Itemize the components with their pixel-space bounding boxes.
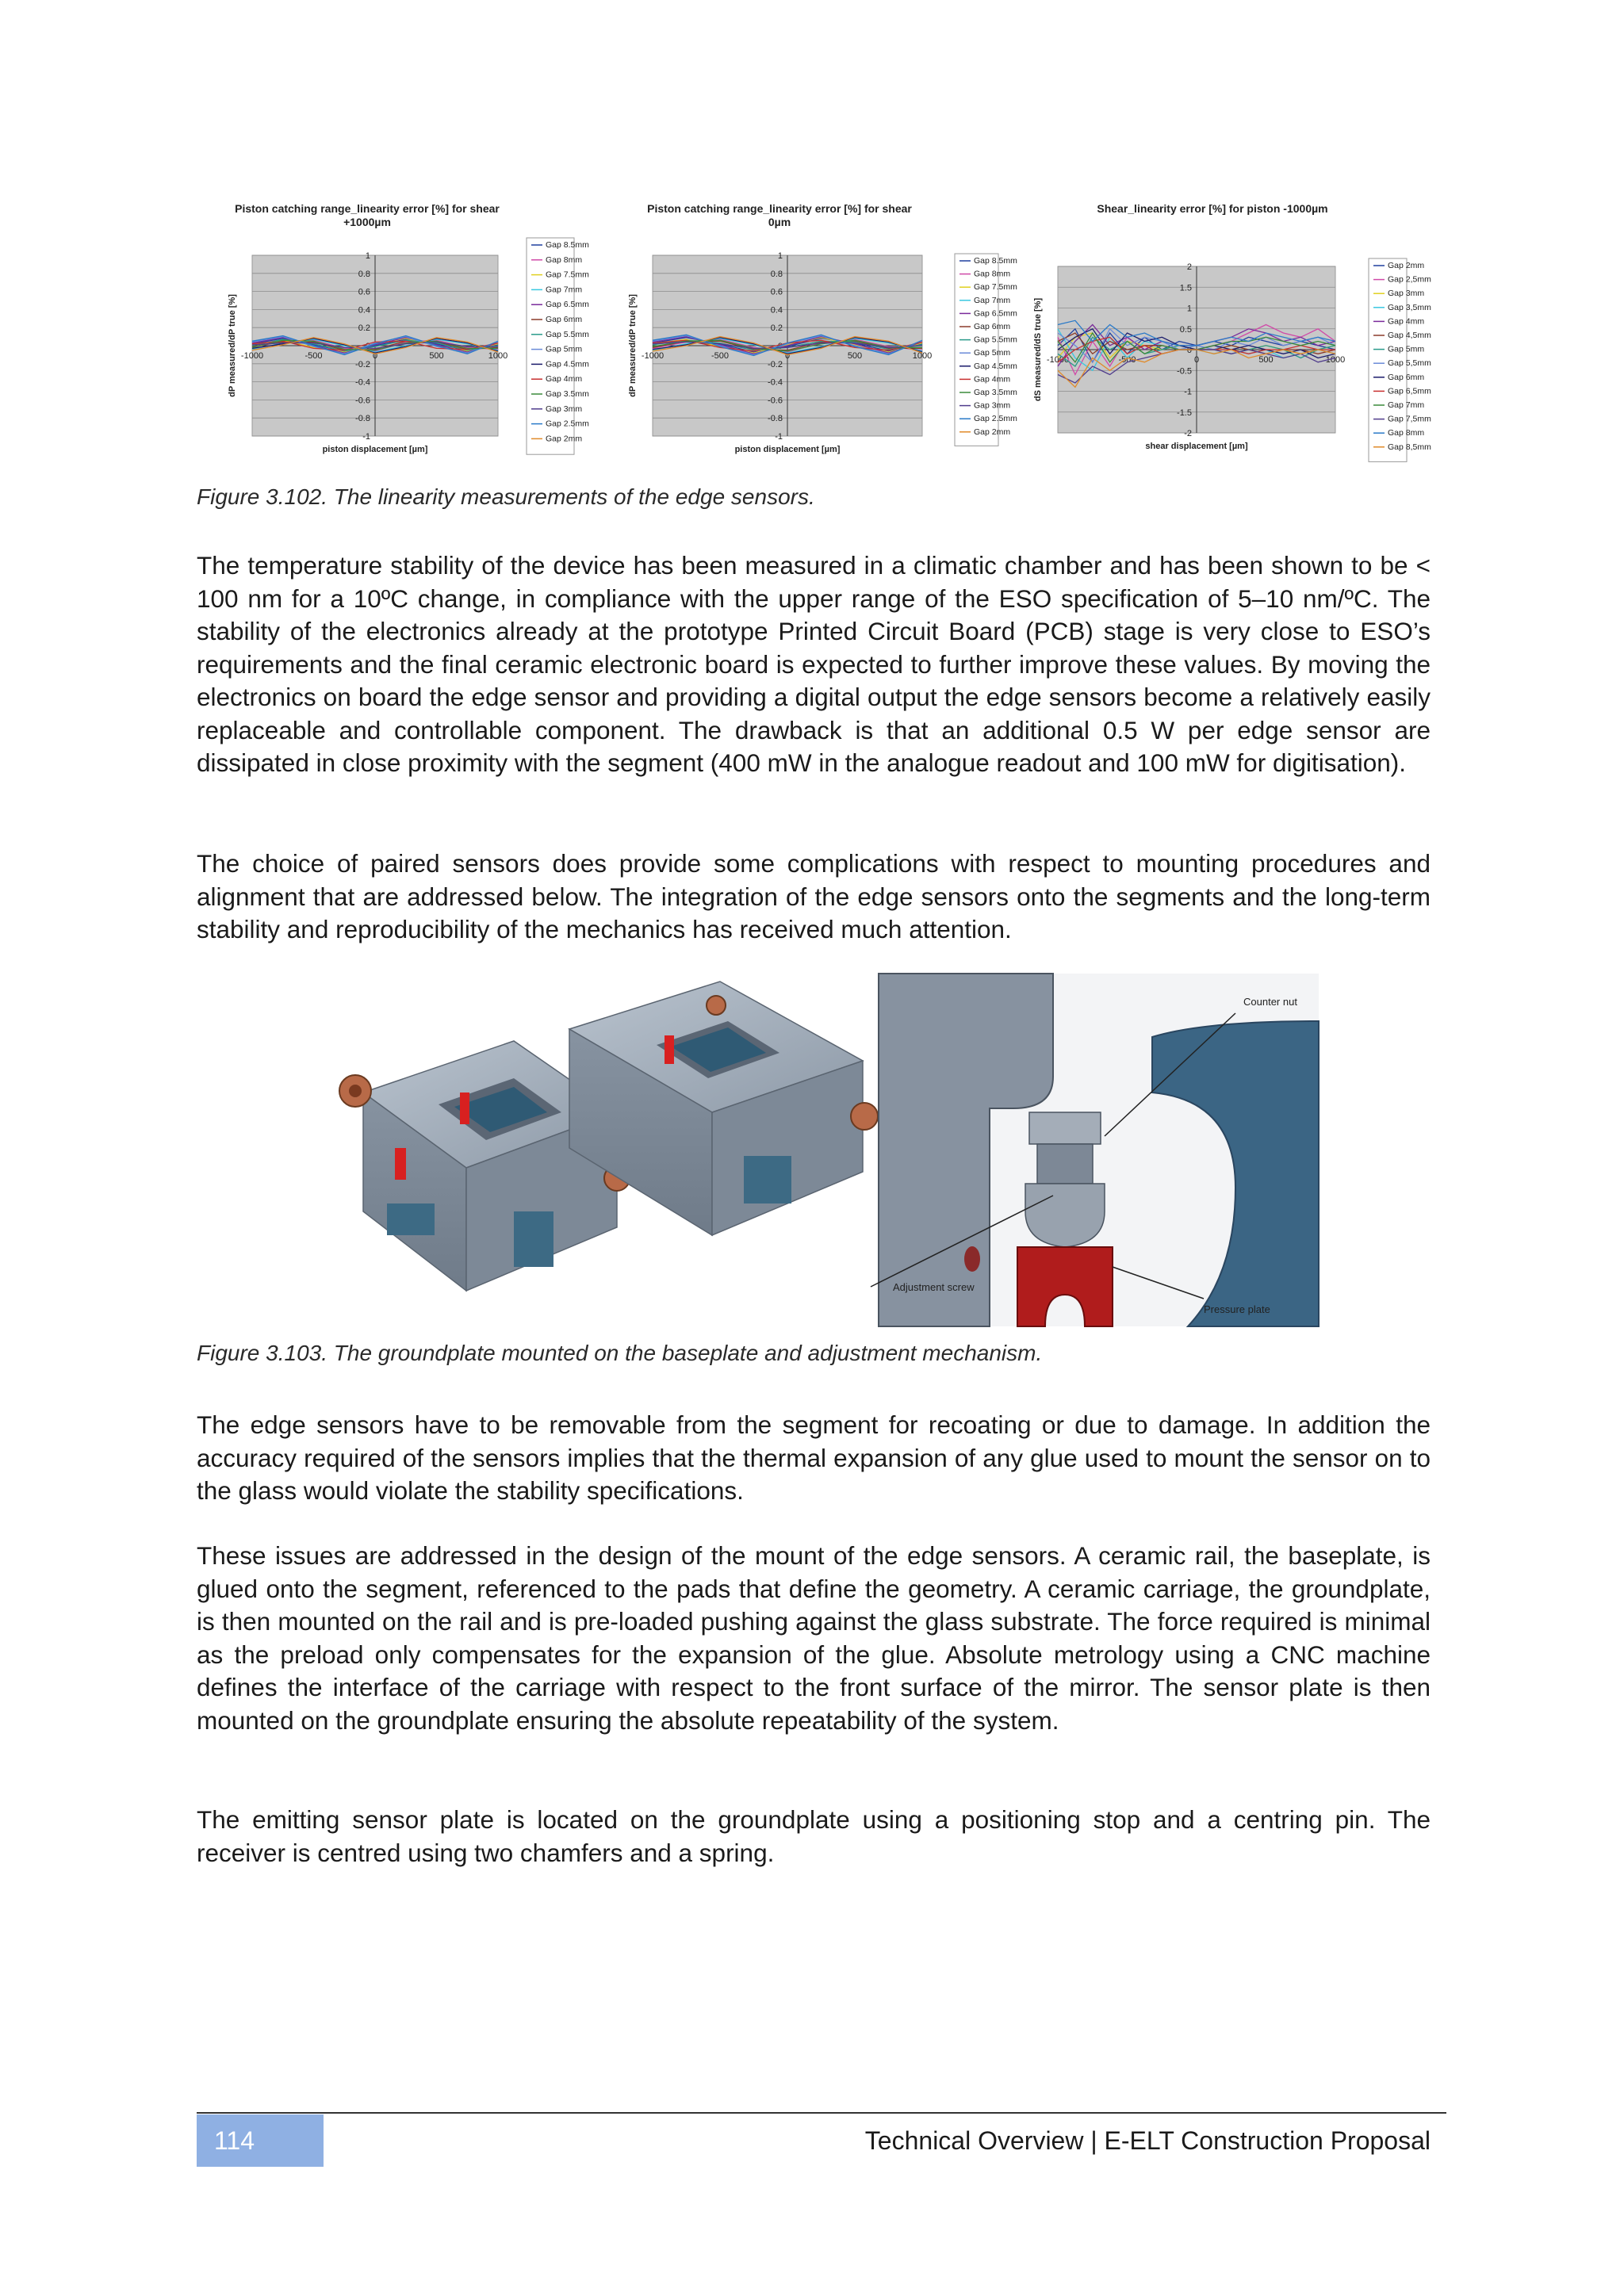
legend-entry: Gap 2mm <box>974 427 1011 437</box>
y-axis-label: dP measured/dP true [%] <box>628 294 638 397</box>
legend-entry: Gap 4mm <box>546 374 583 385</box>
y-tick-label: -0.6 <box>768 396 783 406</box>
y-tick-label: 0.4 <box>770 305 783 316</box>
legend-entry: Gap 4mm <box>1388 316 1425 327</box>
legend-entry: Gap 2.5mm <box>974 414 1017 424</box>
y-tick-label: 0.8 <box>358 269 370 279</box>
pressure-plate-label: Pressure plate <box>1204 1303 1270 1315</box>
legend-entry: Gap 6,5mm <box>1388 386 1431 396</box>
chart-0-svg <box>214 198 589 468</box>
legend-entry: Gap 6.5mm <box>974 308 1017 319</box>
y-axis-label: dP measured/dP true [%] <box>228 294 237 397</box>
x-tick-label: 1000 <box>912 351 933 361</box>
adjustment-screw-label: Adjustment screw <box>893 1281 975 1293</box>
chart-title: Piston catching range_linearity error [%] for shear <box>235 202 500 215</box>
legend-entry: Gap 4mm <box>974 374 1011 385</box>
y-tick-label: 1 <box>1186 304 1192 314</box>
x-tick-label: 500 <box>1258 355 1274 365</box>
legend-entry: Gap 6mm <box>974 322 1011 331</box>
legend-entry: Gap 3.5mm <box>974 388 1017 397</box>
y-tick-label: 0 <box>1186 346 1192 355</box>
y-tick-label: 0.2 <box>358 323 370 334</box>
legend-entry: Gap 8,5mm <box>1388 442 1431 452</box>
y-tick-label: 1 <box>777 251 783 261</box>
legend-entry: Gap 5mm <box>546 344 583 354</box>
legend-entry: Gap 8mm <box>974 269 1011 279</box>
x-tick-label: -1000 <box>641 351 665 361</box>
chart-piston-shear-0 <box>622 198 1017 468</box>
legend-entry: Gap 8.5mm <box>546 240 589 250</box>
x-tick-label: 0 <box>1193 355 1200 365</box>
y-tick-label: 0.4 <box>358 305 370 316</box>
legend-entry: Gap 5mm <box>974 348 1011 358</box>
x-tick-label: -1000 <box>1046 355 1070 365</box>
legend-entry: Gap 7mm <box>974 295 1011 305</box>
y-tick-label: 1.5 <box>1179 283 1192 293</box>
legend-entry: Gap 3mm <box>546 404 583 414</box>
y-tick-label: -0.4 <box>768 377 783 388</box>
y-tick-label: -1.5 <box>1177 408 1192 418</box>
y-tick-label: -1 <box>775 432 783 442</box>
y-tick-label: -0.5 <box>1177 366 1192 377</box>
chart-title: Shear_linearity error [%] for piston -1000µm <box>1097 202 1328 215</box>
legend-entry: Gap 6mm <box>1388 372 1425 382</box>
legend-entry: Gap 8.5mm <box>974 256 1017 266</box>
legend-entry: Gap 4.5mm <box>974 361 1017 371</box>
x-axis-label: shear displacement [µm] <box>1145 442 1248 451</box>
legend-entry: Gap 5mm <box>1388 344 1425 354</box>
chart-1-svg <box>622 198 1017 468</box>
legend-entry: Gap 7.5mm <box>546 270 589 280</box>
legend-entry: Gap 3.5mm <box>546 389 589 399</box>
legend-entry: Gap 3,5mm <box>1388 302 1431 312</box>
y-tick-label: 0.6 <box>770 287 783 297</box>
legend-entry: Gap 3mm <box>1388 289 1425 299</box>
legend-entry: Gap 7mm <box>546 285 583 295</box>
x-tick-label: 500 <box>847 351 863 361</box>
y-tick-label: -2 <box>1184 429 1192 438</box>
legend-entry: Gap 6mm <box>546 315 583 324</box>
paragraph-removable-sensors: The edge sensors have to be removable from the segment for recoating or due to damage. In addition the accuracy required of the sensors implies that the thermal expansion of any glue used to mount the sensor on to the glass would violate the stability specifications. <box>197 1410 1431 1505</box>
y-tick-label: 0.5 <box>1179 324 1192 335</box>
legend-entry: Gap 4,5mm <box>1388 331 1431 340</box>
legend-entry: Gap 7,5mm <box>1388 414 1431 424</box>
y-axis-label: dS measured/dS true [%] <box>1033 297 1043 402</box>
legend-entry: Gap 3mm <box>974 400 1011 411</box>
legend-entry: Gap 4.5mm <box>546 359 589 369</box>
legend-entry: Gap 5,5mm <box>1388 358 1431 369</box>
y-tick-label: -0.2 <box>355 359 370 369</box>
legend-entry: Gap 7.5mm <box>974 282 1017 293</box>
legend-entry: Gap 7mm <box>1388 400 1425 410</box>
y-tick-label: 0.2 <box>770 323 783 334</box>
figure-103-illustration <box>252 974 1331 1330</box>
x-tick-label: -500 <box>304 351 323 361</box>
y-tick-label: -0.2 <box>768 359 783 369</box>
legend-entry: Gap 6.5mm <box>546 300 589 310</box>
x-axis-label: piston displacement [µm] <box>734 445 841 454</box>
x-tick-label: 0 <box>784 351 791 361</box>
chart-2-svg <box>1031 198 1431 468</box>
figure-103-caption: Figure 3.103. The groundplate mounted on the baseplate and adjustment mechanism. <box>197 1341 1043 1365</box>
legend-entry: Gap 8mm <box>546 254 583 265</box>
y-tick-label: 0.8 <box>770 269 783 279</box>
chart-title: +1000µm <box>343 216 391 228</box>
y-tick-label: 1 <box>365 251 370 261</box>
x-tick-label: -500 <box>710 351 730 361</box>
counter-nut-label: Counter nut <box>1243 996 1297 1008</box>
x-tick-label: -500 <box>1118 355 1136 365</box>
legend-entry: Gap 2mm <box>546 434 583 444</box>
y-tick-label: -0.8 <box>355 414 370 424</box>
chart-piston-shear-plus1000 <box>214 198 589 468</box>
paragraph-paired-sensors: The choice of paired sensors does provide some complications with respect to mounting procedures and alignment that are addressed below. The integration of the edge sensors onto the segments and the long-term stability and reproducibility of the mechanics has received much attention. <box>197 849 1431 943</box>
legend-entry: Gap 2mm <box>1388 261 1425 270</box>
y-tick-label: -1 <box>1184 387 1192 397</box>
y-tick-label: -0.6 <box>355 396 370 406</box>
paragraph-temperature-stability: The temperature stability of the device has been measured in a climatic chamber and has been shown to be < 100 nm for a 10ºC change, in compliance with the upper range of the ESO specification of 5–10 nm/ºC. The stability of the electronics already at the prototype Printed Circuit Board (PCB) stage is very close to ESO’s requirements and the final ceramic electronic board is expected to further improve these values. By moving the electronics on board the edge sensor and providing a digital output the edge sensors become a relatively easily replaceable and controllable component. The drawback is that an additional 0.5 W per edge sensor are dissipated in close proximity with the segment (400 mW in the analogue readout and 100 mW for digitisation). <box>197 551 1431 777</box>
chart-title: 0µm <box>768 216 791 228</box>
y-tick-label: -0.4 <box>355 377 370 388</box>
legend-entry: Gap 8mm <box>1388 428 1425 438</box>
page-number: 114 <box>197 2114 324 2167</box>
chart-shear-piston-minus1000 <box>1031 198 1431 468</box>
x-tick-label: 0 <box>372 351 378 361</box>
legend-entry: Gap 2.5mm <box>546 419 589 429</box>
x-tick-label: 500 <box>429 351 444 361</box>
chart-title: Piston catching range_linearity error [%] for shear <box>647 202 912 215</box>
y-tick-label: 0.6 <box>358 287 370 297</box>
x-tick-label: -1000 <box>240 351 264 361</box>
legend-entry: Gap 5.5mm <box>546 329 589 339</box>
figure-102-caption: Figure 3.102. The linearity measurements of the edge sensors. <box>197 484 815 509</box>
footer-title: Technical Overview | E-ELT Construction Proposal <box>864 2126 1431 2155</box>
y-tick-label: 0 <box>365 342 370 351</box>
legend-entry: Gap 2,5mm <box>1388 274 1431 285</box>
paragraph-sensor-plate: The emitting sensor plate is located on the groundplate using a positioning stop and a centring pin. The receiver is centred using two chamfers and a spring. <box>197 1805 1431 1867</box>
y-tick-label: 2 <box>1186 262 1192 272</box>
y-tick-label: 0 <box>777 342 783 351</box>
x-tick-label: 1000 <box>488 351 508 361</box>
adjustment-mechanism-section <box>871 974 1319 1326</box>
y-tick-label: -0.8 <box>768 414 783 424</box>
paragraph-mount-design: These issues are addressed in the design of the mount of the edge sensors. A ceramic rail, the baseplate, is glued onto the segment, referenced to the pads that define the geometry. A ceramic carriage, the groundplate, is then mounted on the rail and is pre-loaded pushing against the glass substrate. The force required is minimal as the preload only compensates for the expansion of the glue. Absolute metrology using a CNC machine defines the interface of the carriage with respect to the front surface of the mirror. The sensor plate is then mounted on the groundplate ensuring the absolute repeatability of the system. <box>197 1541 1431 1735</box>
x-axis-label: piston displacement [µm] <box>322 445 428 454</box>
x-tick-label: 1000 <box>1325 355 1346 365</box>
legend-entry: Gap 5.5mm <box>974 335 1017 345</box>
footer-rule <box>197 2112 1446 2114</box>
y-tick-label: -1 <box>362 432 370 442</box>
